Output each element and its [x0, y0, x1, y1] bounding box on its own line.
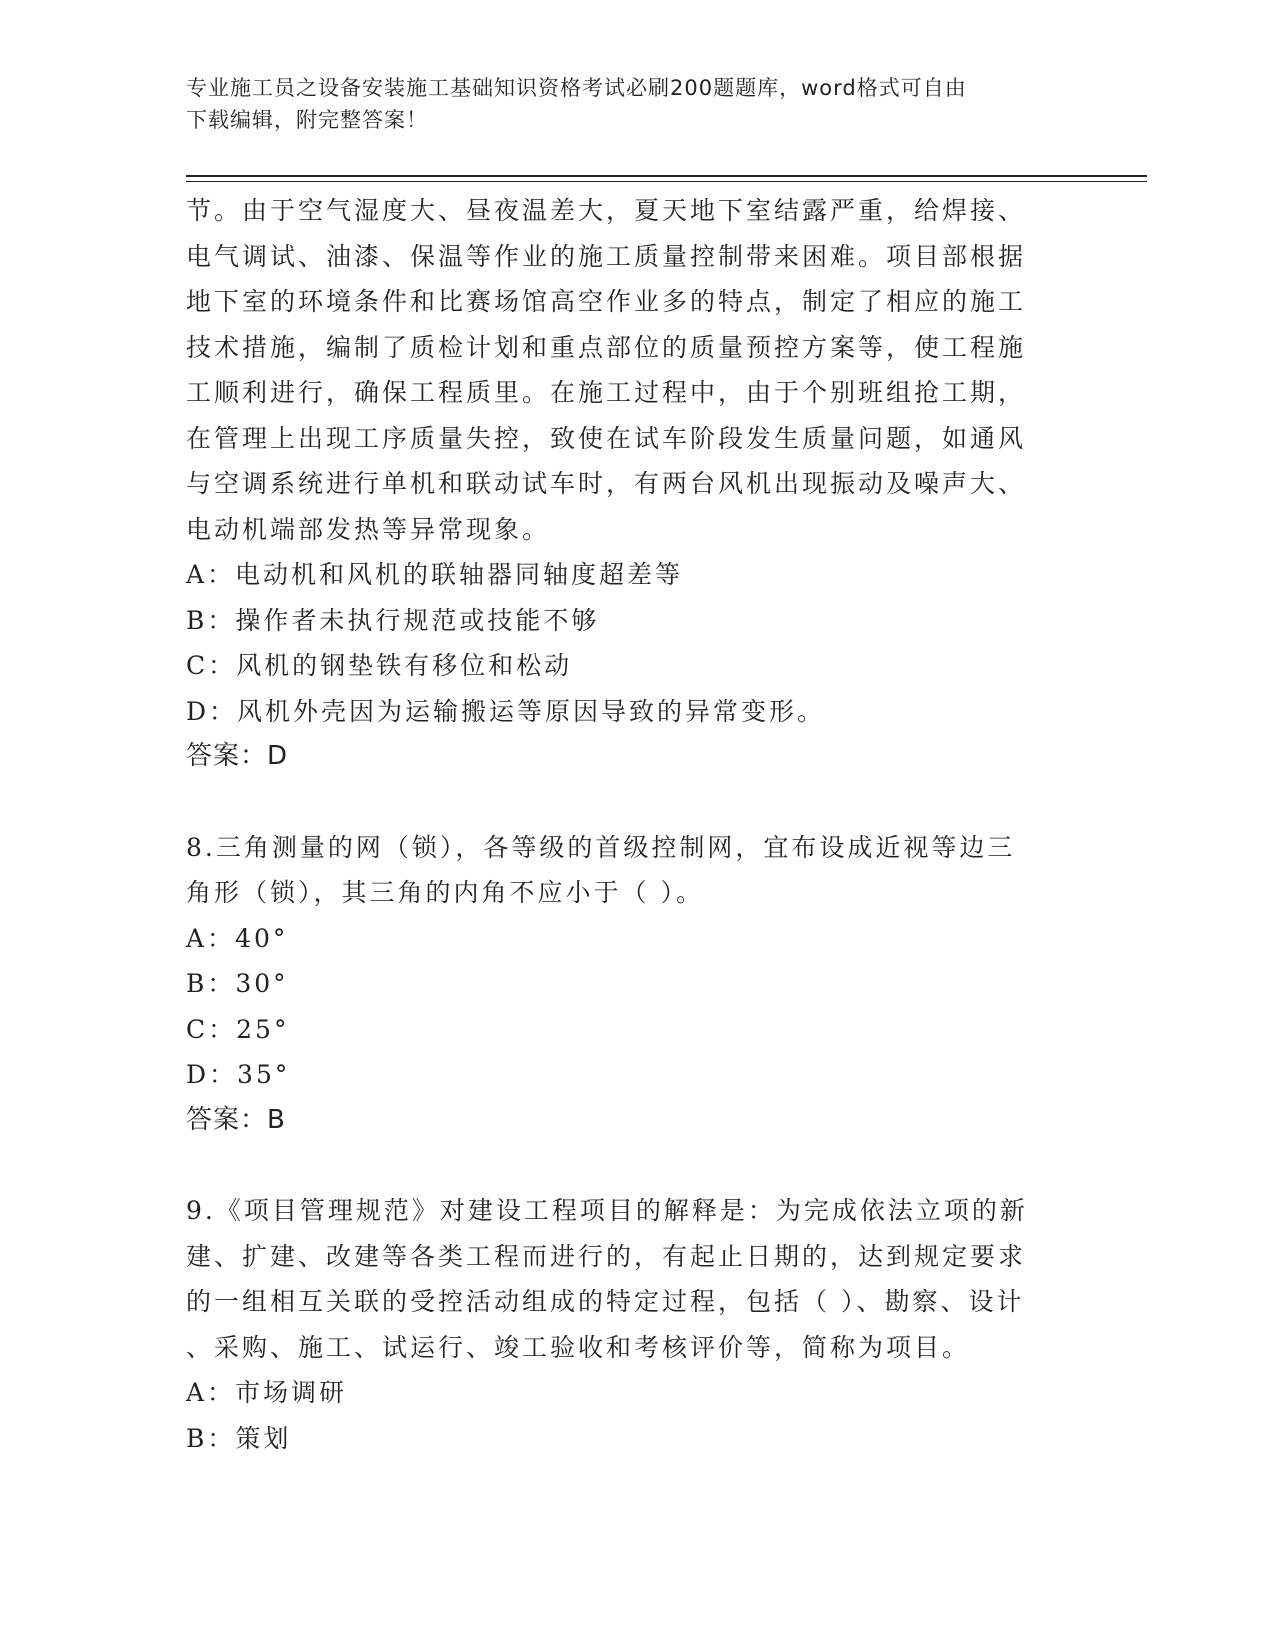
q7-option-b: B：操作者未执行规范或技能不够: [186, 605, 600, 635]
q9-stem-line: 9.《项目管理规范》对建设工程项目的解释是：为完成依法立项的新: [186, 1196, 1028, 1225]
q7-answer: 答案：D: [186, 741, 289, 771]
question-8: [186, 825, 1066, 1144]
q9-option-a: A：市场调研: [186, 1378, 348, 1407]
q8-option-d: D：35°: [186, 1060, 291, 1089]
q7-passage-line: 节。由于空气湿度大、昼夜温差大，夏天地下室结露严重，给焊接、: [186, 196, 1027, 225]
document-body: [186, 188, 1066, 1461]
q7-option-d: D：风机外壳因为运输搬运等原因导致的异常变形。: [186, 696, 826, 726]
header-divider-thin: [186, 181, 1147, 182]
header-line-1: 专业施工员之设备安装施工基础知识资格考试必刷200题题库，word格式可自由: [186, 76, 967, 100]
question-9: [186, 1188, 1066, 1461]
q9-stem-line: 建、扩建、改建等各类工程而进行的，有起止日期的，达到规定要求: [186, 1241, 1027, 1271]
q9-option-b: B：策划: [186, 1423, 292, 1453]
q7-passage-line: 与空调系统进行单机和联动试车时，有两台风机出现振动及噪声大、: [186, 469, 1027, 498]
q7-passage-line: 电动机端部发热等异常现象。: [186, 514, 551, 544]
q8-option-a: A：40°: [186, 923, 289, 953]
header-divider-thick: [186, 175, 1147, 177]
q8-stem-line: 角形（锁），其三角的内角不应小于（ ）。: [186, 878, 704, 907]
question-spacer: [186, 780, 1066, 825]
q7-passage-line: 地下室的环境条件和比赛场馆高空作业多的特点，制定了相应的施工: [186, 287, 1027, 316]
question-spacer: [186, 1143, 1066, 1188]
q8-answer: 答案：B: [186, 1104, 286, 1135]
q7-passage-line: 电气调试、油漆、保温等作业的施工质量控制带来困难。项目部根据: [186, 241, 1027, 271]
page-header: [186, 72, 1066, 136]
q9-stem-line: 、采购、施工、试运行、竣工验收和考核评价等，简称为项目。: [186, 1332, 971, 1362]
q8-stem-line: 8.三角测量的网（锁），各等级的首级控制网，宜布设成近视等边三: [186, 832, 1016, 862]
header-line-2: 下载编辑，附完整答案！: [186, 108, 428, 132]
q7-option-c: C：风机的钢垫铁有移位和松动: [186, 651, 573, 680]
q8-option-b: B：30°: [186, 969, 289, 998]
q7-option-a: A：电动机和风机的联轴器同轴度超差等: [186, 560, 684, 589]
q7-passage-line: 技术措施，编制了质检计划和重点部位的质量预控方案等，使工程施: [186, 332, 1027, 362]
q8-option-c: C：25°: [186, 1014, 290, 1044]
q7-passage-line: 在管理上出现工序质量失控，致使在试车阶段发生质量问题，如通风: [186, 423, 1027, 453]
q7-passage-line: 工顺利进行，确保工程质里。在施工过程中，由于个别班组抢工期，: [186, 378, 1027, 407]
question-7: [186, 188, 1066, 780]
q9-stem-line: 的一组相互关联的受控活动组成的特定过程，包括（ ）、勘察、设计: [186, 1287, 1025, 1316]
